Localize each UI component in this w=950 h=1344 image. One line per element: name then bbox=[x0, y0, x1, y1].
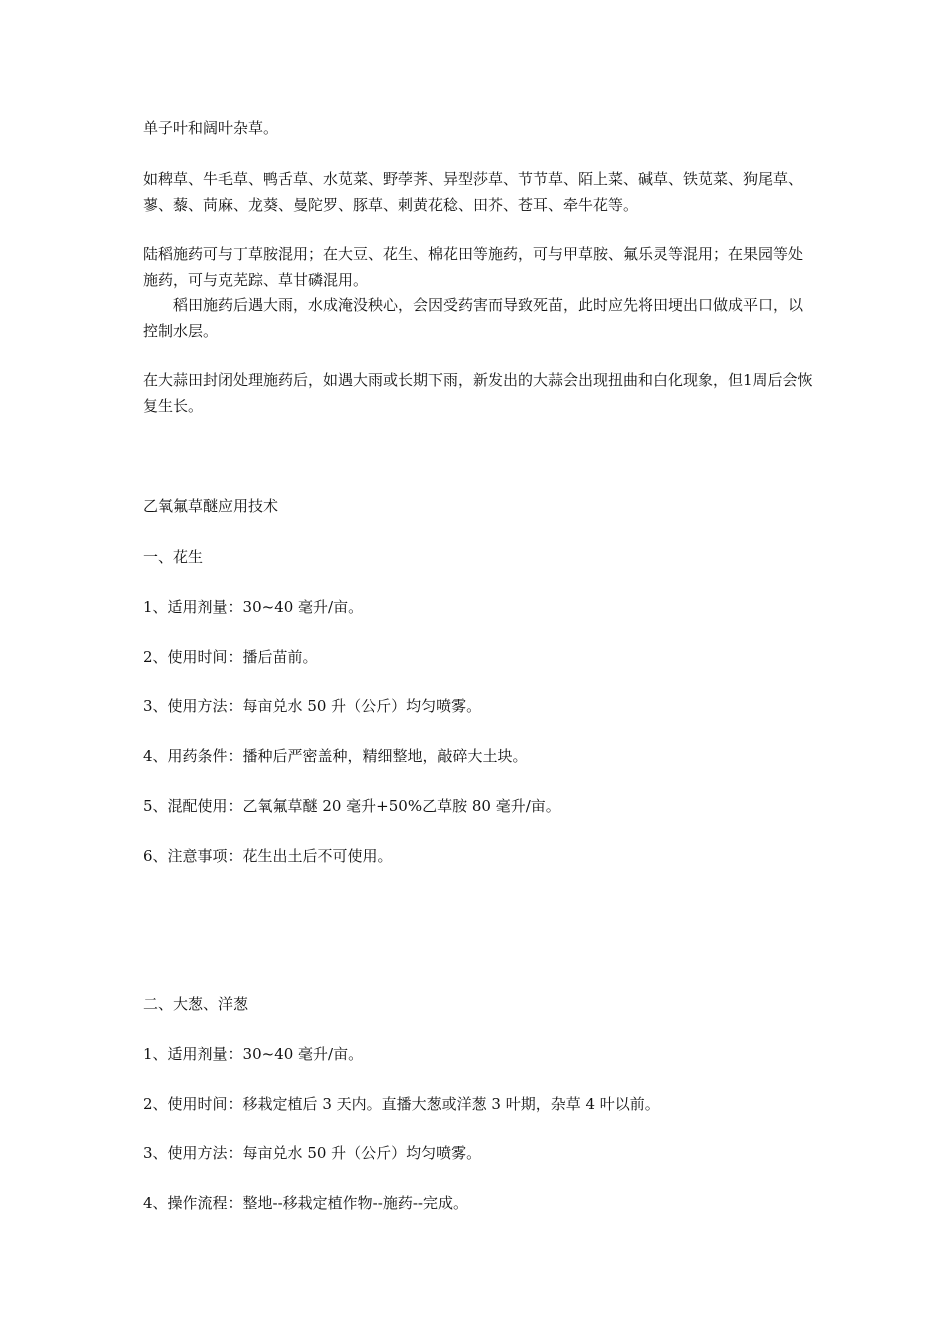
section2-item: 3、使用方法：每亩兑水 50 升（公斤）均匀喷雾。 bbox=[143, 1144, 482, 1162]
section1-item: 4、用药条件：播种后严密盖种，精细整地，敲碎大土块。 bbox=[143, 747, 528, 765]
section1-item: 3、使用方法：每亩兑水 50 升（公斤）均匀喷雾。 bbox=[143, 697, 482, 715]
paragraph-weed-types: 单子叶和阔叶杂草。 bbox=[143, 119, 279, 137]
paragraph-rice-caution: 稻田施药后遇大雨，水成淹没秧心，会因受药害而导致死苗，此时应先将田埂出口做成平口，以控制水层。 bbox=[143, 296, 804, 340]
section-title: 乙氧氟草醚应用技术 bbox=[143, 497, 279, 515]
paragraph-weed-list: 如稗草、牛毛草、鸭舌草、水苋菜、野荸荠、异型莎草、节节草、陌上菜、碱草、铁苋菜、狗尾草、蓼、藜、苘麻、龙葵、曼陀罗、豚草、刺黄花稔、田芥、苍耳、牵牛花等。 bbox=[143, 170, 804, 214]
section1-heading: 一、花生 bbox=[143, 548, 204, 566]
section1-item: 1、适用剂量：30~40 毫升/亩。 bbox=[143, 598, 364, 616]
section1-item: 6、注意事项：花生出土后不可使用。 bbox=[143, 847, 393, 865]
section2-item: 1、适用剂量：30~40 毫升/亩。 bbox=[143, 1045, 364, 1063]
section1-item: 2、使用时间：播后苗前。 bbox=[143, 648, 318, 666]
section2-item: 4、操作流程：整地--移栽定植作物--施药--完成。 bbox=[143, 1194, 468, 1212]
paragraph-mixing: 陆稻施药可与丁草胺混用；在大豆、花生、棉花田等施药，可与甲草胺、氟乐灵等混用；在果园等处施药，可与克芜踪、草甘磷混用。 bbox=[143, 245, 804, 289]
paragraph-garlic-caution: 在大蒜田封闭处理施药后，如遇大雨或长期下雨，新发出的大蒜会出现扭曲和白化现象，但1周后会恢复生长。 bbox=[143, 371, 813, 415]
section2-heading: 二、大葱、洋葱 bbox=[143, 995, 249, 1013]
section1-item: 5、混配使用：乙氧氟草醚 20 毫升+50%乙草胺 80 毫升/亩。 bbox=[143, 797, 561, 815]
section2-item: 2、使用时间：移栽定植后 3 天内。直播大葱或洋葱 3 叶期，杂草 4 叶以前。 bbox=[143, 1095, 660, 1113]
